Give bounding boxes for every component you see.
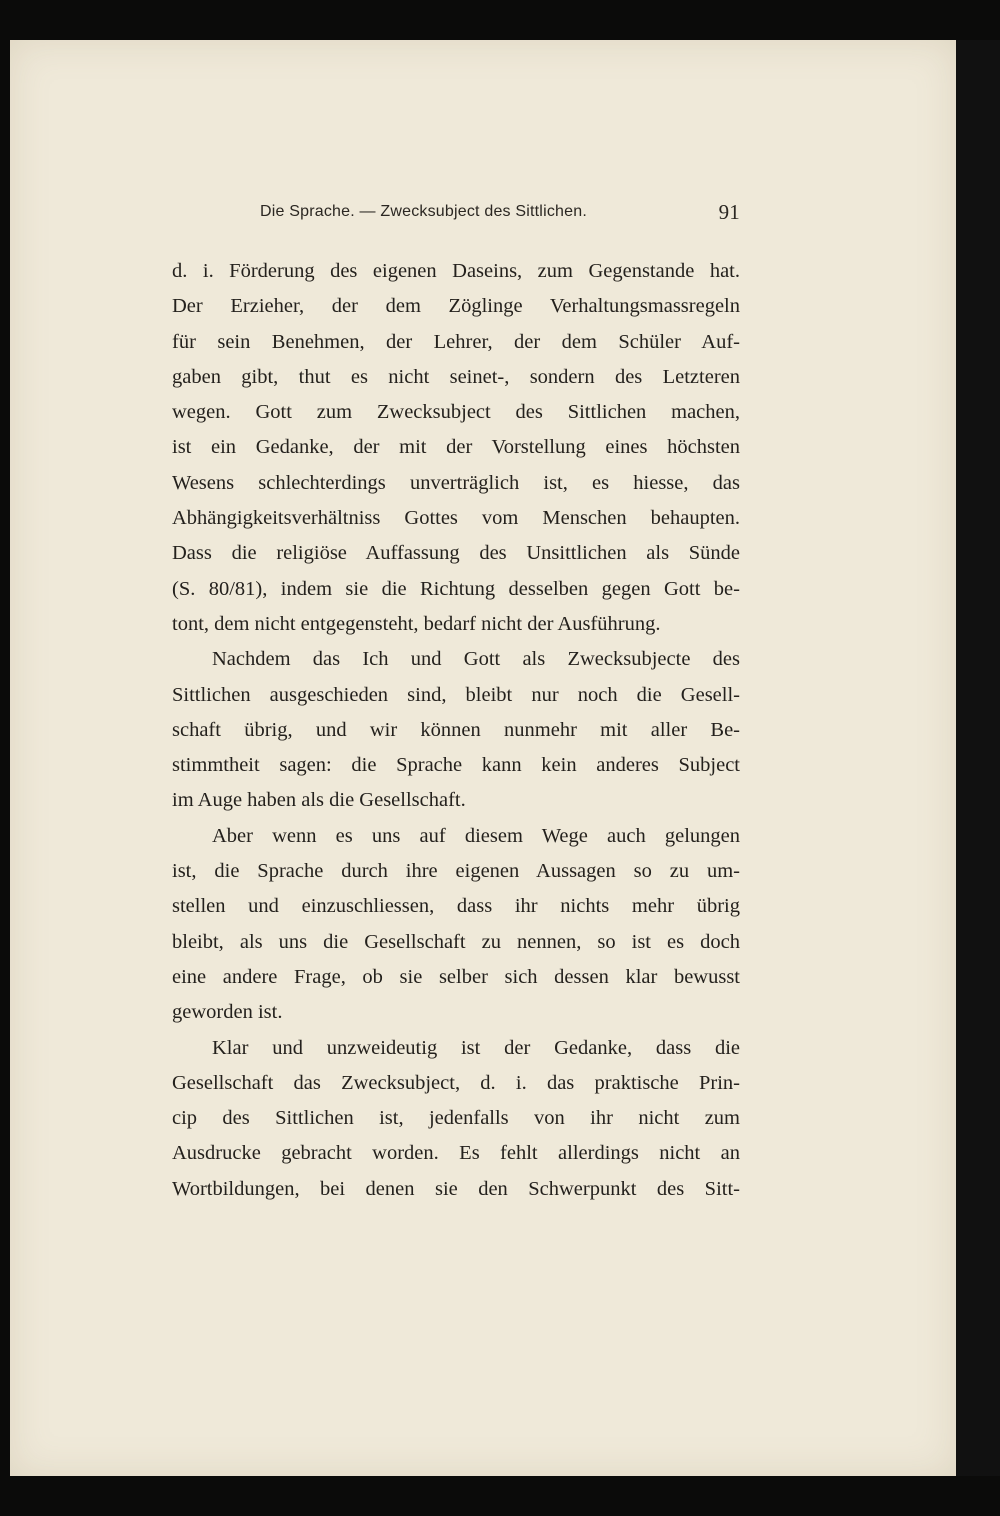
text-line: Wesens schlechterdings unverträglich ist, es hiesse, das [172, 471, 740, 494]
text-line: tont, dem nicht entgegensteht, bedarf nicht der Ausführung. [172, 612, 661, 635]
text-line: d. i. Förderung des eigenen Daseins, zum Gegenstande hat. [172, 260, 740, 282]
running-head-title: Die Sprache. — Zwecksubject des Sittlichen. [260, 203, 587, 220]
text-line: Sittlichen ausgeschieden sind, bleibt nur noch die Gesell- [172, 683, 740, 706]
body-text [172, 254, 740, 1207]
text-line: Nachdem das Ich und Gott als Zwecksubjecte des [212, 648, 740, 671]
text-line: im Auge haben als die Gesellschaft. [172, 789, 466, 812]
text-line: schaft übrig, und wir können nunmehr mit aller Be- [172, 718, 740, 741]
text-line: für sein Benehmen, der Lehrer, der dem Schüler Auf- [172, 330, 740, 353]
text-line: bleibt, als uns die Gesellschaft zu nennen, so ist es doch [172, 930, 740, 953]
text-line: (S. 80/81), indem sie die Richtung desselben gegen Gott be- [172, 577, 740, 600]
text-line: Aber wenn es uns auf diesem Wege auch gelungen [212, 824, 740, 847]
text-line: Ausdrucke gebracht worden. Es fehlt allerdings nicht an [172, 1142, 740, 1165]
text-line: geworden ist. [172, 1001, 283, 1024]
text-line: Wortbildungen, bei denen sie den Schwerpunkt des Sitt- [172, 1177, 740, 1200]
text-line: eine andere Frage, ob sie selber sich dessen klar bewusst [172, 965, 740, 988]
text-line: Gesellschaft das Zwecksubject, d. i. das praktische Prin- [172, 1071, 740, 1094]
text-line: Klar und unzweideutig ist der Gedanke, dass die [212, 1036, 740, 1059]
text-line: Der Erzieher, der dem Zöglinge Verhaltungsmassregeln [172, 295, 740, 318]
text-line: ist, die Sprache durch ihre eigenen Aussagen so zu um- [172, 860, 740, 883]
text-line: stellen und einzuschliessen, dass ihr nichts mehr übrig [172, 895, 740, 918]
text-line: ist ein Gedanke, der mit der Vorstellung eines höchsten [172, 436, 740, 459]
book-page [10, 40, 956, 1476]
scan-border [956, 40, 1000, 1476]
text-line: cip des Sittlichen ist, jedenfalls von ihr nicht zum [172, 1107, 740, 1130]
text-line: wegen. Gott zum Zwecksubject des Sittlichen machen, [172, 401, 740, 424]
text-line: Abhängigkeitsverhältniss Gottes vom Menschen behaupten. [172, 507, 740, 530]
text-line: stimmtheit sagen: die Sprache kann kein anderes Subject [172, 754, 740, 777]
text-line: gaben gibt, thut es nicht seinet-, sondern des Letzteren [172, 365, 740, 388]
text-line: Dass die religiöse Auffassung des Unsittlichen als Sünde [172, 542, 740, 565]
page-number: 91 [718, 200, 740, 224]
